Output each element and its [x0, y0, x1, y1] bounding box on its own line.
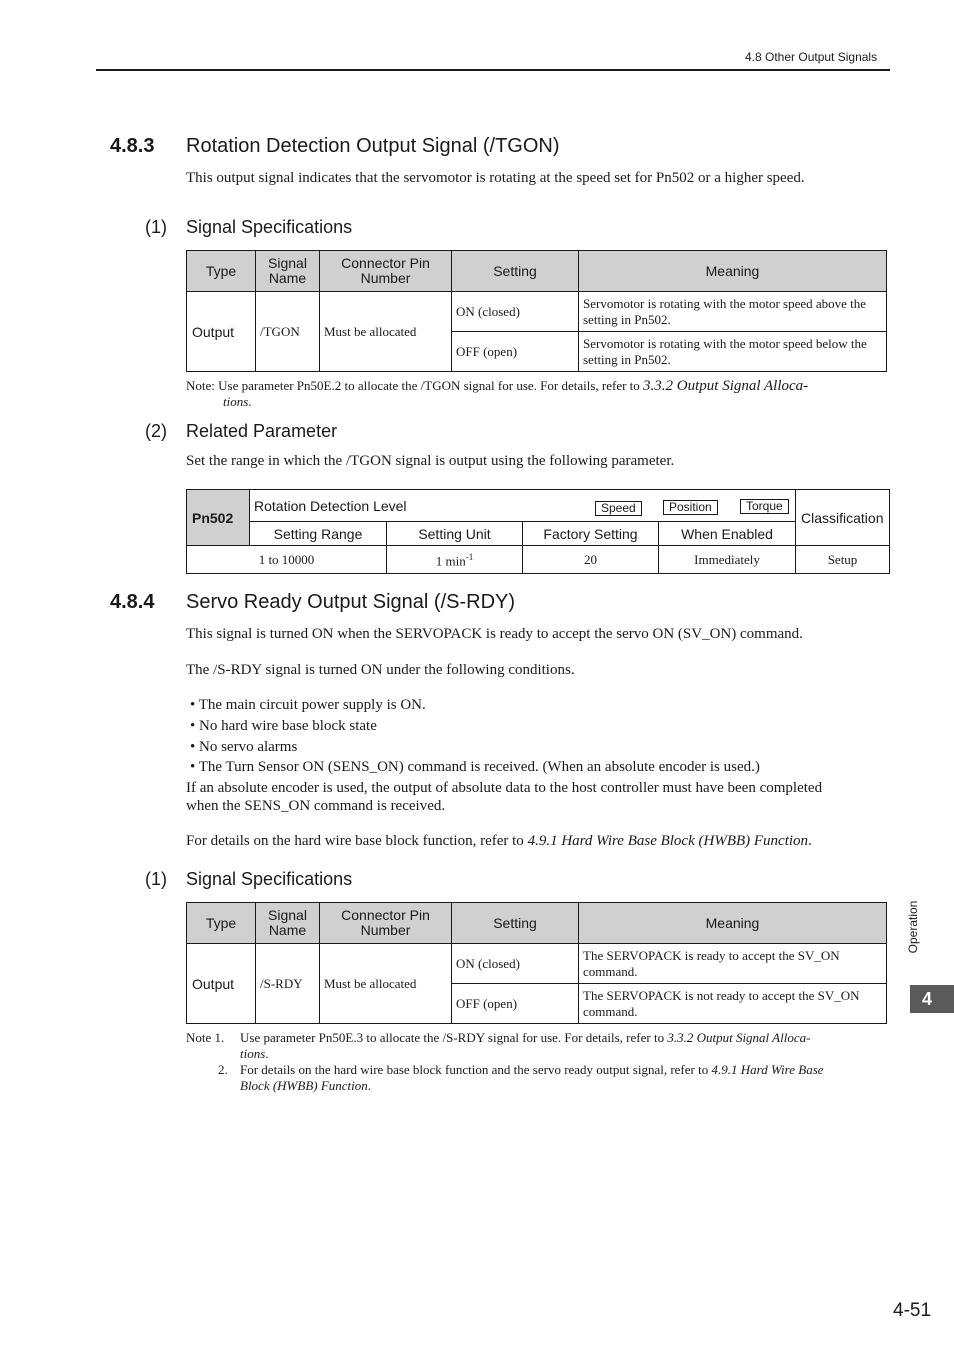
cell-setting: ON (closed) [452, 292, 579, 332]
subsection-number: (1) [145, 217, 167, 237]
note-ref[interactable]: 3.3.2 Output Signal Alloca- [667, 1030, 811, 1045]
note-ref[interactable]: 4.9.1 Hard Wire Base [711, 1062, 824, 1077]
cell-pin: Must be allocated [320, 292, 452, 372]
section-title: Rotation Detection Output Signal (/TGON) [186, 135, 560, 157]
note-ref[interactable]: Block (HWBB) Function [240, 1078, 368, 1093]
note-label: Note 1. [186, 1030, 225, 1045]
col-header-signal: Signal Name [256, 251, 320, 292]
col-header-signal: Signal Name [256, 903, 320, 944]
note-1: Use parameter Pn50E.3 to allocate the /S-RDY signal for use. For details, refer to 3.3.2 Output Signal Alloca- tions. [240, 1030, 811, 1061]
cell-pin: Must be allocated [320, 944, 452, 1024]
torque-tag: Torque [740, 499, 789, 514]
param-classification-label: Classification [796, 490, 890, 546]
note-ref[interactable]: tions [240, 1046, 266, 1061]
section-number: 4.8.3 [110, 135, 155, 157]
col-header-pin: Connector Pin Number [320, 903, 452, 944]
cell-setting: ON (closed) [452, 944, 579, 984]
cell-setting: OFF (open) [452, 332, 579, 372]
col-header-type: Type [187, 903, 256, 944]
chapter-tab: 4 [910, 985, 954, 1013]
subsection-title: Signal Specifications [186, 869, 353, 889]
list-item: • The main circuit power supply is ON. [190, 697, 426, 713]
table-row [187, 292, 887, 332]
note-ref[interactable]: tions [223, 394, 249, 409]
speed-tag: Speed [595, 501, 642, 516]
param-unit: 1 $\min^{-1}$ [387, 546, 523, 574]
cell-signal: /TGON [256, 292, 320, 372]
col-header-setting: Setting [452, 903, 579, 944]
tgon-note: Note: Use parameter Pn50E.2 to allocate the /TGON signal for use. For details, refer to 3.3.2 Output Signal Alloca- tions. [186, 378, 809, 409]
hwbb-ref-link[interactable]: 4.9.1 Hard Wire Base Block (HWBB) Function [527, 833, 809, 849]
paragraph: For details on the hard wire base block function, refer to 4.9.1 Hard Wire Base Block (HWBB) Function. [186, 833, 812, 849]
param-header-range: Setting Range [250, 522, 387, 546]
paragraph: when the SENS_ON command is received. [186, 798, 446, 814]
subsection-title: Signal Specifications [186, 217, 353, 237]
cell-signal: /S-RDY [256, 944, 320, 1024]
param-name-cell [250, 490, 796, 522]
section-number: 4.8.4 [110, 591, 155, 613]
cell-setting: OFF (open) [452, 984, 579, 1024]
pn502-parameter-table [186, 489, 890, 574]
section-4-8-3-heading [110, 135, 154, 158]
col-header-meaning: Meaning [579, 903, 887, 944]
paragraph: If an absolute encoder is used, the output of absolute data to the host controller must have been completed [186, 780, 823, 796]
section-4-8-4-heading [110, 591, 154, 614]
note-2: For details on the hard wire base block function and the servo ready output signal, refer to 4.9.1 Hard Wire Base Block (HWBB) Function. [240, 1062, 824, 1093]
subsection-number: (1) [145, 869, 167, 889]
section-intro: This output signal indicates that the servomotor is rotating at the speed set for Pn502 or a higher speed. [186, 170, 805, 186]
list-item: • No servo alarms [190, 739, 298, 755]
subsection-title: Related Parameter [186, 421, 338, 441]
running-header: 4.8 Other Output Signals [745, 50, 878, 64]
position-tag: Position [663, 500, 718, 515]
param-id: Pn502 [187, 490, 250, 546]
section-title: Servo Ready Output Signal (/S-RDY) [186, 591, 516, 613]
table-row [187, 944, 887, 984]
note-label: 2. [218, 1062, 228, 1077]
tgon-signal-table [186, 250, 887, 372]
cell-type: Output [187, 292, 256, 372]
param-factory: 20 [523, 546, 659, 574]
paragraph: This signal is turned ON when the SERVOPACK is ready to accept the servo ON (SV_ON) command. [186, 626, 803, 642]
list-item: • The Turn Sensor ON (SENS_ON) command is received. (When an absolute encoder is used.) [190, 759, 760, 775]
cell-meaning: Servomotor is rotating with the motor speed below the setting in Pn502. [579, 332, 887, 372]
note-ref[interactable]: 3.3.2 Output Signal Alloca- [643, 378, 809, 394]
paragraph: The /S-RDY signal is turned ON under the following conditions. [186, 662, 575, 678]
list-item: • No hard wire base block state [190, 718, 377, 734]
param-header-factory: Factory Setting [523, 522, 659, 546]
col-header-type: Type [187, 251, 256, 292]
page-number: 4-51 [893, 1300, 932, 1321]
col-header-setting: Setting [452, 251, 579, 292]
cell-type: Output [187, 944, 256, 1024]
header-rule [96, 69, 890, 71]
param-header-unit: Setting Unit [387, 522, 523, 546]
cell-meaning: The SERVOPACK is not ready to accept the SV_ON command. [579, 984, 887, 1024]
paragraph: Set the range in which the /TGON signal is output using the following parameter. [186, 453, 675, 469]
param-range: 1 to 10000 [187, 546, 387, 574]
cell-meaning: Servomotor is rotating with the motor speed above the setting in Pn502. [579, 292, 887, 332]
param-name: Rotation Detection Level [254, 497, 407, 514]
cell-meaning: The SERVOPACK is ready to accept the SV_ON command. [579, 944, 887, 984]
srdy-signal-table [186, 902, 887, 1024]
subsection-number: (2) [145, 421, 167, 441]
col-header-pin: Connector Pin Number [320, 251, 452, 292]
param-header-when: When Enabled [659, 522, 796, 546]
chapter-side-label: Operation [906, 900, 920, 954]
param-when: Immediately [659, 546, 796, 574]
col-header-meaning: Meaning [579, 251, 887, 292]
param-classification: Setup [796, 546, 890, 574]
